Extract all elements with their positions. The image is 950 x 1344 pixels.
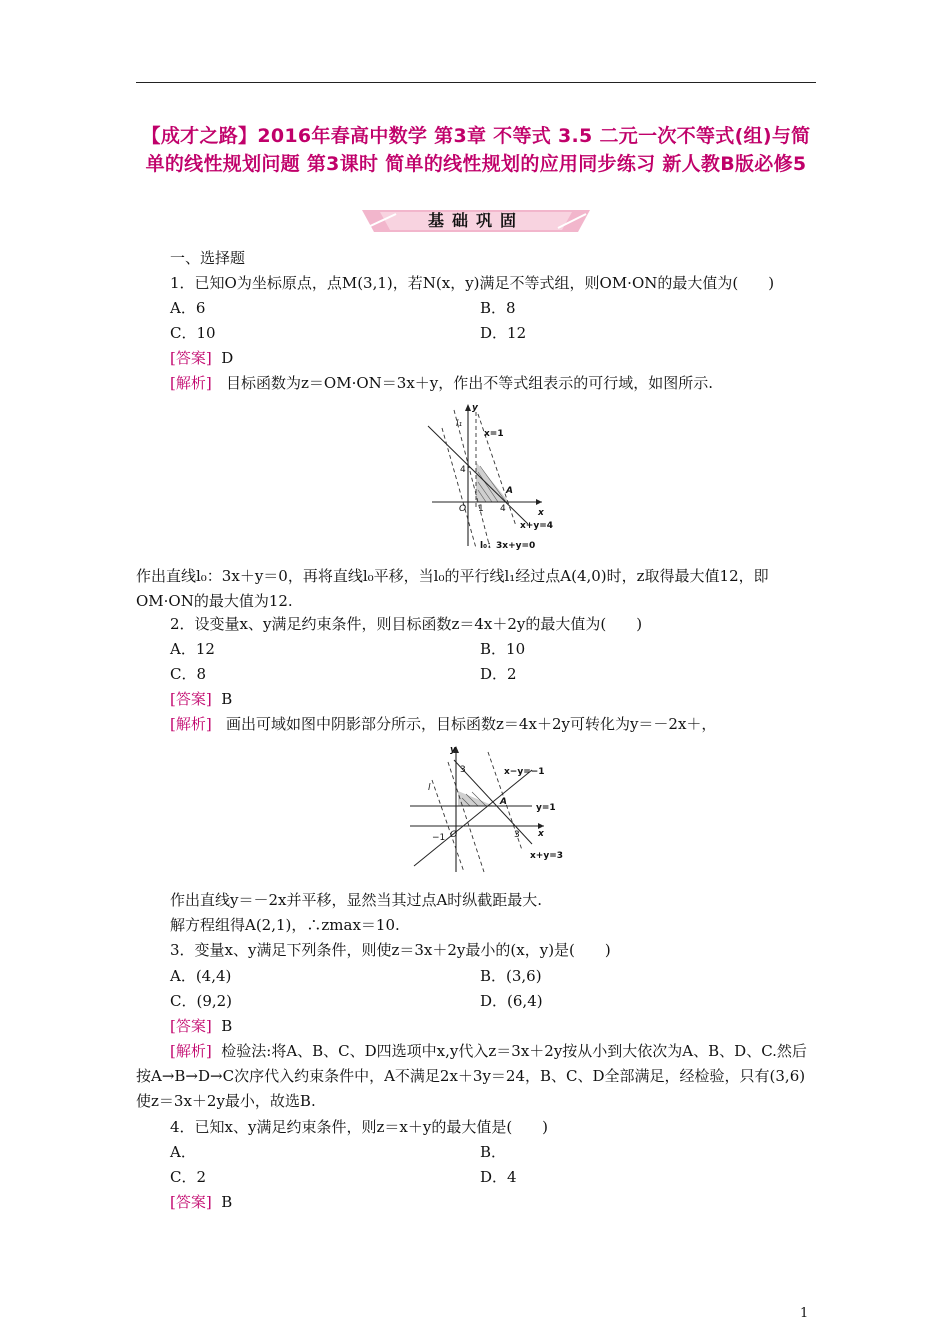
q3-option-a: A．(4,4) bbox=[170, 967, 232, 985]
q1-conclusion: 作出直线l₀：3x＋y＝0，再将直线l₀平移，当l₀的平行线l₁经过点A(4,0)时，z取得最大值12，即OM·ON的最大值为12. bbox=[136, 567, 769, 610]
q1-option-a: A．6 bbox=[170, 299, 206, 317]
fig2-three: 3 bbox=[460, 765, 466, 775]
q3-answer-value: B bbox=[221, 1017, 233, 1035]
answer-tag: [答案] bbox=[170, 349, 212, 367]
q2-option-c: C．8 bbox=[170, 665, 207, 683]
fig2-three2: 3 bbox=[514, 830, 520, 840]
q2-answer-value: B bbox=[221, 690, 233, 708]
fig1-O: O bbox=[459, 504, 467, 514]
fig1-x: x bbox=[538, 508, 544, 518]
fig1-four2: 4 bbox=[500, 504, 506, 514]
fig1-l1: l₁ bbox=[456, 419, 463, 429]
fig2-y1: y=1 bbox=[536, 803, 556, 813]
fig1-A: A bbox=[506, 486, 513, 496]
fig2-l: l bbox=[428, 783, 431, 793]
section-heading: 一、选择题 bbox=[170, 249, 246, 267]
q3-option-c: C．(9,2) bbox=[170, 992, 233, 1010]
analysis-tag: [解析] bbox=[170, 374, 212, 392]
fig2-xym1: x−y=−1 bbox=[504, 767, 545, 777]
q4-option-b: B． bbox=[480, 1143, 507, 1161]
answer-tag: [答案] bbox=[170, 1193, 212, 1211]
q4-option-c: C．2 bbox=[170, 1168, 207, 1186]
q2-conclusion-2: 解方程组得A(2,1)，∴zmax＝10. bbox=[170, 916, 400, 934]
q2-option-b: B．10 bbox=[480, 640, 526, 658]
fig1-xy4: x+y=4 bbox=[520, 521, 554, 531]
q1-analysis bbox=[170, 373, 713, 393]
q4-answer bbox=[170, 1192, 232, 1212]
section-banner: 基础巩固 bbox=[427, 211, 524, 230]
analysis-tag: [解析] bbox=[170, 1042, 212, 1060]
page-number: 1 bbox=[800, 1306, 809, 1321]
q2-conclusion-1: 作出直线y＝－2x并平移，显然当其过点A时纵截距最大. bbox=[170, 891, 543, 909]
q2-figure bbox=[404, 740, 576, 876]
q4-option-a: A． bbox=[170, 1143, 196, 1161]
q2-analysis-text: 画出可域如图中阴影部分所示，目标函数z＝4x＋2y可转化为y＝－2x＋， bbox=[226, 715, 717, 733]
fig2-x: x bbox=[538, 829, 544, 839]
q4-answer-value: B bbox=[221, 1193, 233, 1211]
fig2-O: O bbox=[450, 830, 458, 840]
fig1-four: 4 bbox=[460, 465, 466, 475]
fig1-y: y bbox=[472, 403, 478, 413]
q2-answer bbox=[170, 689, 232, 709]
q4-option-d: D．4 bbox=[480, 1168, 517, 1186]
q1-option-c: C．10 bbox=[170, 324, 216, 342]
q3-option-d: D．(6,4) bbox=[480, 992, 543, 1010]
fig2-y: y bbox=[450, 745, 456, 755]
q1-option-b: B．8 bbox=[480, 299, 516, 317]
q3-answer bbox=[170, 1016, 232, 1036]
q1-figure bbox=[420, 398, 570, 554]
document-title: 【成才之路】2016年春高中数学 第3章 不等式 3.5 二元一次不等式(组)与简单的线性规划问题 第3课时 简单的线性规划的应用同步练习 新人教B版必修5 bbox=[141, 125, 811, 175]
fig2-xy3: x+y=3 bbox=[530, 851, 564, 861]
answer-tag: [答案] bbox=[170, 690, 212, 708]
fig2-A: A bbox=[500, 797, 507, 807]
fig1-one: 1 bbox=[478, 504, 484, 514]
q3-stem: 3．变量x、y满足下列条件，则使z＝3x＋2y最小的(x，y)是( ) bbox=[170, 941, 611, 959]
q3-analysis bbox=[136, 1039, 816, 1114]
fig1-l0: l₀：3x+y=0 bbox=[480, 541, 536, 551]
q4-stem: 4．已知x、y满足约束条件，则z＝x＋y的最大值是( ) bbox=[170, 1118, 549, 1136]
fig1-x1: x=1 bbox=[484, 429, 504, 439]
q3-analysis-text: 检验法:将A、B、C、D四选项中x,y代入z＝3x＋2y按从小到大依次为A、B、D、C.然后按A→B→D→C次序代入约束条件中，A不满足2x＋3y＝24，B、C、D全部满足，经检验，只有(3,6)使z＝3x＋2y最小，故选B. bbox=[136, 1042, 807, 1110]
q1-option-d: D．12 bbox=[480, 324, 527, 342]
q2-option-d: D．2 bbox=[480, 665, 517, 683]
answer-tag: [答案] bbox=[170, 1017, 212, 1035]
q1-analysis-text: 目标函数为z＝OM·ON＝3x＋y，作出不等式组表示的可行域，如图所示. bbox=[226, 374, 714, 392]
fig2-m1: −1 bbox=[432, 833, 446, 843]
q2-option-a: A．12 bbox=[170, 640, 215, 658]
q1-answer-value: D bbox=[221, 349, 234, 367]
q1-stem: 1．已知O为坐标原点，点M(3,1)，若N(x，y)满足不等式组，则OM·ON的最大值为( ) bbox=[170, 274, 775, 292]
header-rule bbox=[136, 82, 816, 83]
q3-option-b: B．(3,6) bbox=[480, 967, 542, 985]
q2-analysis bbox=[170, 714, 716, 734]
analysis-tag: [解析] bbox=[170, 715, 212, 733]
q1-answer bbox=[170, 348, 233, 368]
q2-stem: 2．设变量x、y满足约束条件，则目标函数z＝4x＋2y的最大值为( ) bbox=[170, 615, 643, 633]
